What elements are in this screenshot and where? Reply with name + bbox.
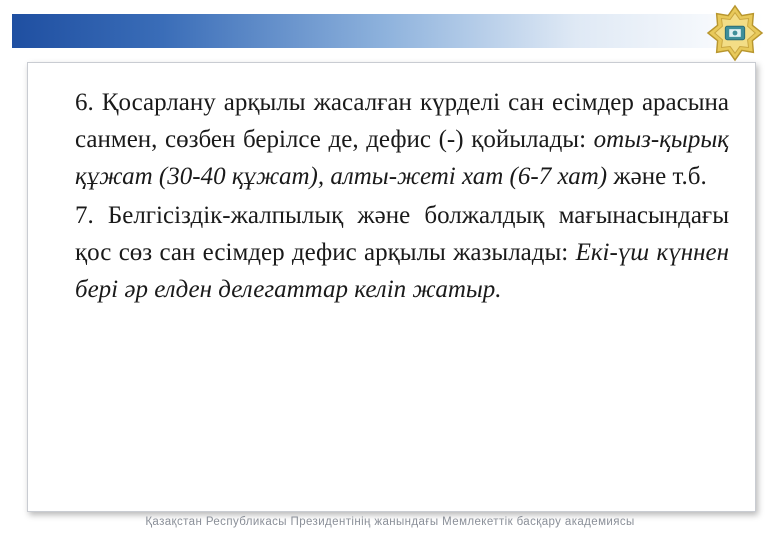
footer-caption: Қазақстан Республикасы Президентінің жанындағы Мемлекеттік басқару академиясы	[145, 516, 635, 528]
header-gradient-bar	[12, 14, 764, 48]
paragraph-7-example: Екі-үш күннен бері әр елден делегаттар келіп жатыр.	[75, 239, 729, 303]
paragraph-7	[75, 197, 729, 308]
paragraph-7-lead: 7. Белгісіздік-жалпылық және болжалдық мағынасындағы қос сөз сан есімдер дефис арқылы жазылады:	[75, 202, 729, 266]
paragraph-6-example: отыз-қырық құжат (30-40 құжат), алты-жеті хат (6-7 хат)	[75, 126, 729, 190]
paragraph-6-lead: 6. Қосарлану арқылы жасалған күрделі сан есімдер арасына санмен, сөзбен берілсе де, дефис (-) қойылады:	[75, 89, 729, 153]
paragraph-6	[75, 84, 729, 195]
slide-content	[75, 84, 729, 310]
paragraph-6-tail: және т.б.	[607, 163, 707, 190]
academy-emblem-icon	[706, 4, 764, 62]
